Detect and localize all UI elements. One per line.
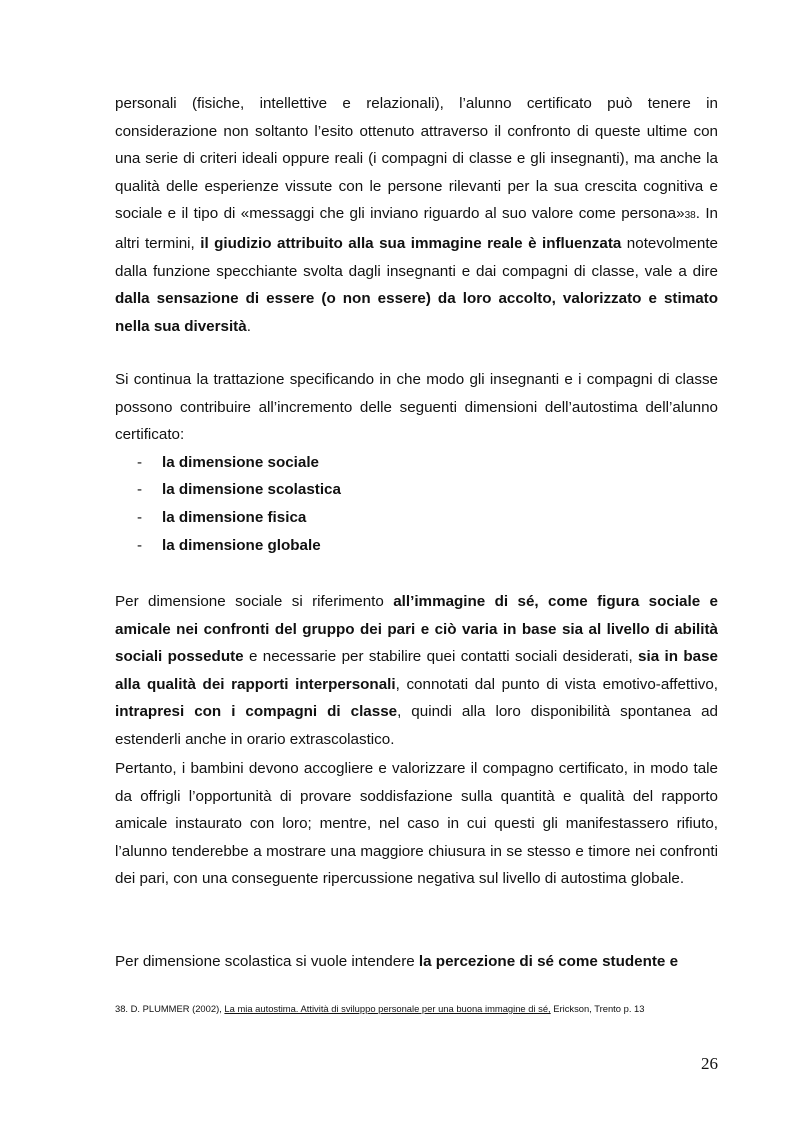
- paragraph-text: [115, 90, 718, 340]
- text-run: , connotati dal punto di vista emotivo-affettivo,: [395, 675, 718, 693]
- footnote-title: La mia autostima. Attività di sviluppo personale per una buona immagine di sé,: [224, 1003, 551, 1014]
- footnote: [115, 1003, 735, 1014]
- bold-run: il giudizio attribuito alla sua immagine reale è influenzata: [200, 234, 622, 252]
- footnote-reference[interactable]: 38: [684, 210, 696, 222]
- paragraph-persona: [115, 90, 718, 340]
- paragraph-pertanto: [115, 755, 718, 893]
- list-dash: -: [137, 481, 143, 499]
- list-item-label: la dimensione fisica: [162, 508, 307, 526]
- paragraph-text: Si continua la trattazione specificando in che modo gli insegnanti e i compagni di classe possono contribuire all’incremento delle seguenti dimensioni dell’autostima dell’alunno certificato:: [115, 371, 718, 444]
- text-run: .: [246, 317, 251, 335]
- paragraph-social-dimension: [115, 588, 718, 754]
- page-number: 26: [701, 1054, 718, 1073]
- list-item: [115, 532, 718, 560]
- bold-run: all’immagine di sé, come figura sociale e amicale nei confronti del gruppo dei pari e ciò varia in base sia al livello di abilità sociali possedute: [115, 593, 718, 666]
- paragraph-dimensions: [115, 366, 718, 559]
- list-item: [115, 476, 718, 504]
- text-run: Per dimensione sociale si riferimento: [115, 593, 394, 610]
- text-run: personali (fisiche, intellettive e relazionali), l’alunno certificato può tenere in considerazione non soltanto l’esito ottenuto attraverso il confronto di queste ultime con una serie di criteri ideali oppure reali (i compagni di classe e gli insegnanti), ma anche la qualità delle esperienze vissute con le persone rilevanti per la sua crescita cognitiva e sociale e il tipo di «messaggi che gli inviano riguardo al suo valore come persona»: [115, 95, 718, 223]
- paragraph-text: Pertanto, i bambini devono accogliere e valorizzare il compagno certificato, in modo tale da offrigli l’opportunità di provare soddisfazione sulla quantità e qualità del rapporto amicale instaurato con loro; mentre, nel caso in cui questi gli manifestassero rifiuto, l’alunno tenderebbe a mostrare una maggiore chiusura in se stesso e timore nei confronti dei pari, con una conseguente ripercussione negativa sul livello di autostima globale.: [115, 760, 718, 888]
- bold-run: intrapresi con i compagni di classe: [115, 703, 398, 721]
- list-item-label: la dimensione scolastica: [162, 481, 341, 499]
- dimension-list: [115, 449, 718, 559]
- footnote-publisher: Erickson, Trento p. 13: [550, 1003, 645, 1014]
- text-run: e necessarie per stabilire quei contatti sociali desiderati,: [243, 648, 639, 666]
- footnote-author: 38. D. PLUMMER (2002),: [115, 1003, 225, 1014]
- text-run: . In altri termini,: [115, 205, 718, 252]
- list-dash: -: [137, 536, 143, 554]
- list-item: [115, 504, 718, 532]
- list-item-label: la dimensione globale: [162, 536, 321, 554]
- paragraph-text: [115, 588, 718, 754]
- list-item-label: la dimensione sociale: [162, 453, 319, 471]
- bold-run: dalla sensazione di essere (o non essere) da loro accolto, valorizzato e stimato nella sua diversità: [115, 290, 718, 335]
- text-run: notevolmente dalla funzione specchiante svolta dagli insegnanti e dai compagni di classe, vale a dire: [115, 234, 718, 280]
- paragraph-scholastic-dimension: [115, 948, 718, 976]
- bold-run: sia in base alla qualità dei rapporti interpersonali: [115, 648, 719, 693]
- paragraph-text: [115, 948, 718, 976]
- bold-run: la percezione di sé come studente e: [418, 953, 679, 970]
- list-dash: -: [137, 453, 143, 471]
- list-item: [115, 449, 718, 477]
- text-run: Per dimensione scolastica si vuole intendere: [115, 953, 419, 970]
- list-dash: -: [137, 508, 143, 526]
- text-run: , quindi alla loro disponibilità spontanea ad estenderli anche in orario extrascolastico.: [115, 703, 718, 748]
